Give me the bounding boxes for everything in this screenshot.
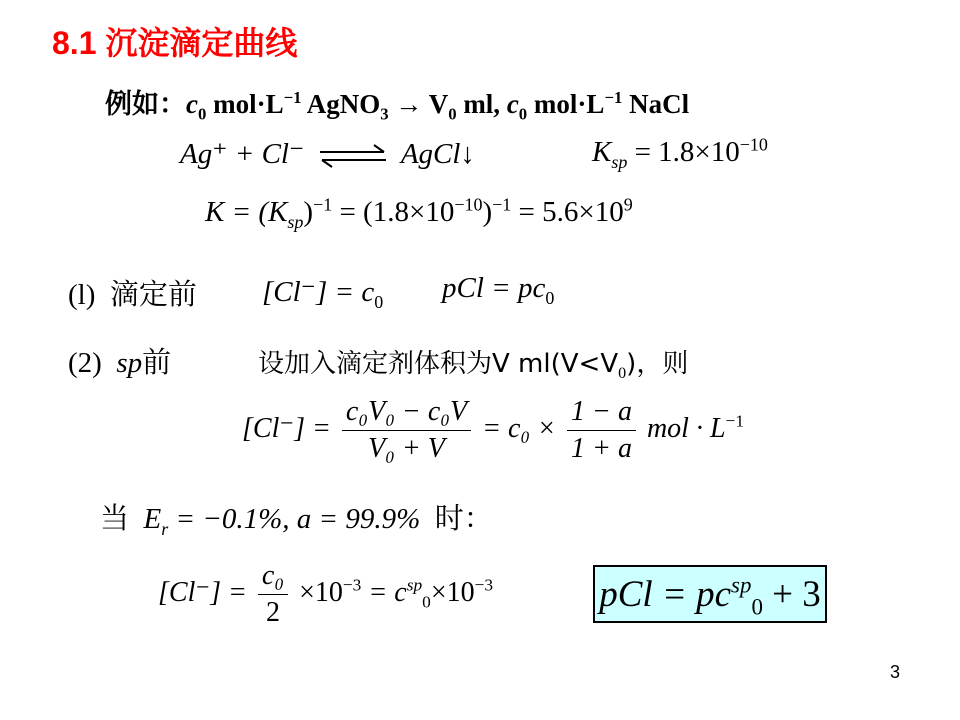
page-number: 3	[889, 662, 900, 682]
cl-concentration-equation: [Cl⁻] = $\frac{\text{c₀V₀ − c₀V}}{\text{V₀ + V}}$ = c₀ × $\frac{1 - a}{1 + a}$ mol · $L^{-1}$	[242, 396, 745, 464]
condition-line: 当 $E_r = -0.1\%$, a = 99.9% 时：	[100, 501, 493, 539]
example-line: 例如：$c_0$ $mol\cdot L^{-1}$ AgNO$_3$ → $V_0$ ml, $c_0$ $mol\cdot L^{-1}$ NaCl	[105, 88, 690, 124]
step1-expr1: $[Cl^-] = c_0$	[262, 276, 384, 312]
reaction-equation: Ag⁺ + Cl⁻ AgCl↓	[180, 138, 475, 170]
step2-description: 设加入滴定剂体积为V $ml(V<V_0)$，则	[258, 349, 689, 383]
fraction-a: $\frac{1 - a}{1 + a}$	[567, 396, 636, 465]
step1-label: (l) 滴定前	[68, 277, 197, 311]
ksp-value: $K_{sp} = 1.8\times 10^{-10}$	[592, 134, 768, 172]
final-cl-equation: [Cl⁻] = $\frac{\text{c₀}}{2}$ $\times 10^{-3} = c^{sp}_0\times 10^{-3}$	[158, 560, 494, 628]
k-equation: $K = (K_{sp})^{-1} = (1.8\times 10^{-10})^{-1} = 5.6\times 10^9$	[205, 194, 633, 232]
boxed-pcl-result: pCl = $pc^{sp}_0 + 3$	[593, 565, 827, 623]
slide-title: 8.1 沉淀滴定曲线	[52, 25, 298, 61]
equilibrium-arrow-icon	[318, 143, 388, 169]
step2-label: (2) sp前	[68, 345, 172, 379]
fraction-volume: $\frac{\text{c₀V₀ − c₀V}}{\text{V₀ + V}}$	[342, 396, 471, 465]
step1-expr2: pCl = $pc_0$	[442, 272, 555, 308]
fraction-half: $\frac{\text{c₀}}{2}$	[258, 560, 288, 629]
